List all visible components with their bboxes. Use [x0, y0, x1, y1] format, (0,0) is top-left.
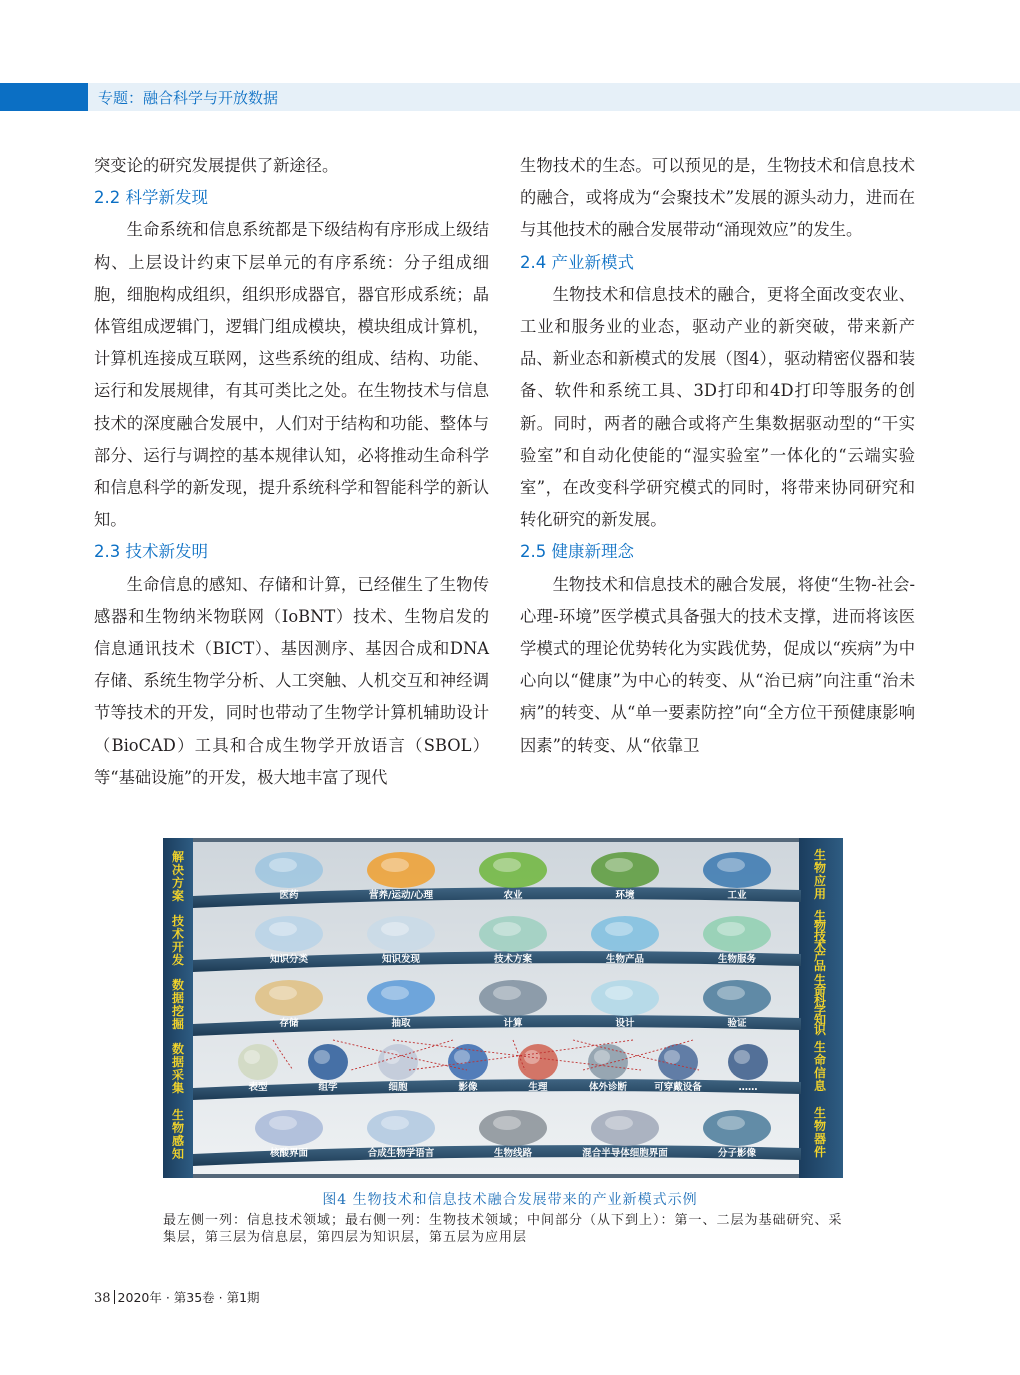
illustration-highlight [269, 986, 297, 1000]
illustration-highlight [594, 1050, 610, 1064]
layer-item-label: 生物服务 [717, 954, 757, 965]
illustration-highlight [493, 986, 521, 1000]
side-label: 解决方案 [171, 850, 185, 903]
illustration-highlight [605, 1116, 633, 1130]
figure-4 [163, 838, 843, 1178]
illustration-highlight [734, 1050, 750, 1064]
section-heading: 2.5 健康新理念 [520, 542, 634, 562]
issue-info: 2020年 · 第35卷 · 第1期 [117, 1290, 260, 1305]
layer-item-label: 组学 [318, 1082, 338, 1093]
page-number: 38 [94, 1291, 111, 1306]
layer-item-label: 验证 [727, 1018, 747, 1029]
illustration-highlight [605, 986, 633, 1000]
side-label: 生命信息 [813, 1040, 827, 1093]
paragraph: 生命信息的感知、存储和计算，已经催生了生物传感器和生物纳米物联网（IoBNT）技术、生物启发的信息通讯技术（BICT）、基因测序、基因合成和DNA存储、系统生物学分析、人工突触、人机交互和神经调节等技术的开发，同时也带动了生物学计算机辅助设计（BioCAD）工具和合成生物学开放语言（SBOL）等“基础设施”的开发，极大地丰富了现代 [94, 574, 489, 787]
illustration-highlight [314, 1050, 330, 1064]
illustration-highlight [717, 922, 745, 936]
illustration-highlight [605, 922, 633, 936]
layer-item-label: 设计 [615, 1018, 635, 1029]
layer-item-label: 影像 [458, 1082, 478, 1093]
illustration-highlight [454, 1050, 470, 1064]
layer-item-label: 营养/运动/心理 [369, 890, 433, 901]
layer-item-label: 分子影像 [717, 1148, 757, 1159]
layer-item-label: 工业 [727, 890, 747, 901]
figure-note: 最左侧一列：信息技术领域；最右侧一列：生物技术领域；中间部分（从下到上）：第一、二层为基础研究、采集层，第三层为信息层，第四层为知识层，第五层为应用层 [163, 1213, 843, 1245]
layer-item-label: 细胞 [388, 1082, 408, 1093]
paragraph: 生物技术的生态。可以预见的是，生物技术和信息技术的融合，或将成为“会聚技术”发展的源头动力，进而在与其他技术的融合发展带动“涌现效应”的发生。 [520, 156, 915, 240]
right-column [520, 150, 915, 762]
section-heading: 2.2 科学新发现 [94, 188, 208, 208]
paragraph: 突变论的研究发展提供了新途径。 [94, 156, 339, 175]
illustration-highlight [664, 1050, 680, 1064]
illustration-highlight [493, 858, 521, 872]
layer-item-label: 生理 [528, 1082, 548, 1093]
side-label: 生命科学知识 [813, 973, 827, 1037]
illustration-image [308, 1044, 348, 1080]
header-accent [0, 83, 88, 111]
side-label: 技术开发 [171, 914, 185, 967]
layer-item-label: 医药 [279, 890, 299, 901]
layer-item-label: 农业 [503, 890, 523, 901]
layer-item-label: 知识分类 [269, 954, 309, 965]
illustration-highlight [493, 1116, 521, 1130]
paragraph: 生命系统和信息系统都是下级结构有序形成上级结构、上层设计约束下层单元的有序系统：分子组成细胞，细胞构成组织，组织形成器官，器官形成系统；晶体管组成逻辑门，逻辑门组成模块，模块组成计算机，计算机连接成互联网，这些系统的组成、结构、功能、运行和发展规律，有其可类比之处。在生物技术与信息技术的深度融合发展中，人们对于结构和功能、整体与部分、运行与调控的基本规律认知，必将推动生命科学和信息科学的新发现，提升系统科学和智能科学的新认知。 [94, 220, 489, 530]
illustration-image [378, 1044, 418, 1080]
illustration-highlight [381, 858, 409, 872]
side-label: 数据挖掘 [171, 978, 185, 1031]
figure-caption: 图4 生物技术和信息技术融合发展带来的产业新模式示例 [322, 1192, 698, 1208]
layer-item-label: …… [738, 1082, 758, 1093]
illustration-highlight [493, 922, 521, 936]
illustration-highlight [269, 922, 297, 936]
illustration-image [588, 1044, 628, 1080]
layer-item-label: 体外诊断 [588, 1082, 628, 1093]
left-column [94, 150, 489, 794]
paragraph: 生物技术和信息技术的融合发展，将使“生物-社会-心理-环境”医学模式具备强大的技术支撑，进而将该医学模式的理论优势转化为实践优势，促成以“疾病”为中心向以“健康”为中心的转变、从“治已病”向注重“治未病”的转变、从“单一要素防控”向“全方位干预健康影响因素”的转变、从“依靠卫 [520, 574, 915, 755]
layer-item-label: 合成生物学语言 [367, 1148, 435, 1159]
page-footer [94, 1288, 260, 1306]
illustration-highlight [717, 858, 745, 872]
layer-item-label: 抽取 [391, 1018, 411, 1029]
layer-item-label: 环境 [615, 890, 635, 901]
side-label: 生物应用 [813, 848, 827, 901]
page-header [0, 83, 1020, 111]
side-label: 生物技术产品 [813, 909, 827, 973]
illustration-highlight [524, 1050, 540, 1064]
illustration-image [728, 1044, 768, 1080]
illustration-highlight [381, 986, 409, 1000]
footer-divider [114, 1290, 115, 1304]
illustration-image [238, 1044, 278, 1080]
layer-item-label: 知识发现 [381, 954, 421, 965]
illustration-highlight [269, 1116, 297, 1130]
layer-item-label: 生物线路 [493, 1148, 533, 1159]
side-label: 生物感知 [171, 1108, 185, 1161]
layer-item-label: 生物产品 [605, 954, 645, 965]
illustration-highlight [381, 922, 409, 936]
illustration-highlight [244, 1050, 260, 1064]
illustration-highlight [717, 1116, 745, 1130]
section-heading: 2.3 技术新发明 [94, 542, 208, 562]
illustration-highlight [269, 858, 297, 872]
layer-item-label: 混合半导体细胞界面 [582, 1148, 668, 1159]
layer-item-label: 存储 [279, 1018, 299, 1029]
layer-item-label: 表型 [248, 1082, 268, 1093]
layer-item-label: 可穿戴设备 [654, 1082, 702, 1093]
paragraph: 生物技术和信息技术的融合，更将全面改变农业、工业和服务业的业态，驱动产业的新突破，带来新产品、新业态和新模式的发展（图4），驱动精密仪器和装备、软件和系统工具、3D打印和4D打印等服务的创新。同时，两者的融合或将产生集数据驱动型的“干实验室”和自动化使能的“湿实验室”一体化的“云端实验室”，在改变科学研究模式的同时，将带来协同研究和转化研究的新发展。 [520, 284, 915, 530]
section-heading: 2.4 产业新模式 [520, 252, 634, 272]
layer-item-label: 核酸界面 [269, 1148, 309, 1159]
illustration-highlight [717, 986, 745, 1000]
side-label: 数据采集 [171, 1042, 185, 1095]
illustration-image [448, 1044, 488, 1080]
layer-item-label: 计算 [503, 1018, 523, 1029]
side-label: 生物器件 [813, 1106, 827, 1159]
layer-item-label: 技术方案 [493, 954, 533, 965]
illustration-highlight [605, 858, 633, 872]
header-title: 专题：融合科学与开放数据 [98, 89, 279, 107]
illustration-image [518, 1044, 558, 1080]
illustration-highlight [381, 1116, 409, 1130]
